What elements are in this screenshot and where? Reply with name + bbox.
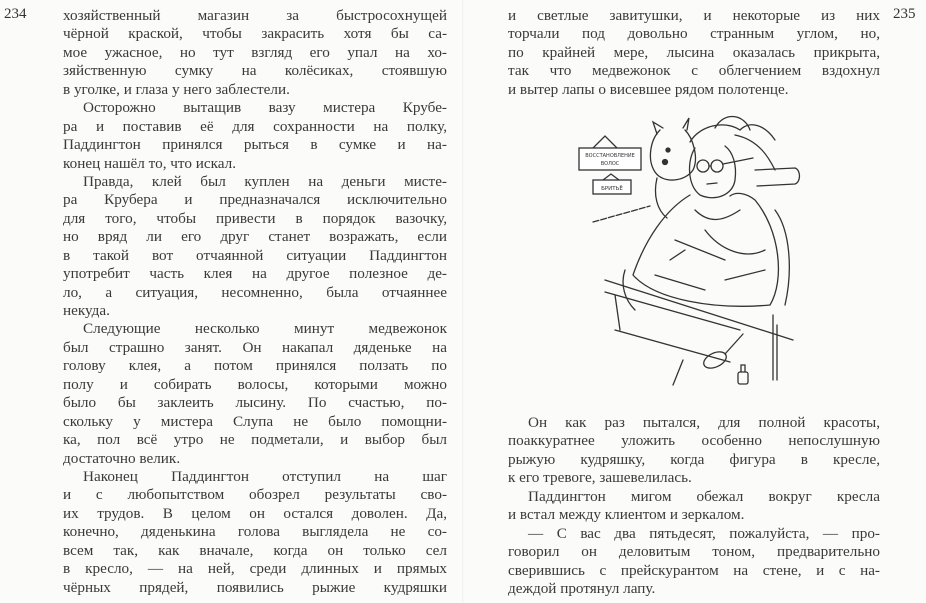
paragraph — [63, 320, 447, 468]
paragraph — [508, 7, 880, 99]
mirror-shelf — [605, 280, 793, 385]
text-line: Следующие несколько минут медвежонок — [83, 320, 447, 338]
tonic-bottle — [738, 365, 748, 384]
svg-text:ВОССТАНОВЛЕНИЕ: ВОССТАНОВЛЕНИЕ — [585, 153, 635, 159]
text-line: так что медвежонок с облегчением вздохнул — [508, 62, 880, 80]
text-line: Правда, клей был куплен на деньги мисте- — [83, 172, 447, 190]
text-line: — С вас два пятьдесят, пожалуйста, — про- — [528, 524, 880, 542]
sign-hair-restoration — [579, 136, 641, 170]
text-line: торчали под довольно странным углом, но, — [508, 25, 880, 43]
right-page-text-bottom — [508, 414, 880, 598]
text-line: ка, пол всё утро не подметали, и выбор был — [63, 431, 447, 449]
text-line: некуда. — [63, 302, 110, 319]
text-line: мое ужасное, но тут взгляд его упал на хо- — [63, 43, 447, 61]
text-line: сверившись с прейскурантом на стене, и с на- — [508, 561, 880, 579]
barber-cape — [633, 193, 778, 306]
book-gutter — [462, 0, 464, 603]
page-number-left: 234 — [4, 6, 27, 22]
text-line: конечно, дяденькина голова выглядела не со- — [63, 523, 447, 541]
text-line: и с любопытством обозрел результаты сво- — [63, 486, 447, 504]
text-line: поаккуратнее уложить особенно непослушную — [508, 432, 880, 450]
hair-brush — [701, 334, 743, 371]
text-line: всем так, как вначале, когда он только сел — [63, 541, 447, 559]
paragraph — [508, 414, 880, 488]
text-line: Наконец Паддингтон отступил на шаг — [83, 467, 447, 485]
paragraph — [63, 99, 447, 173]
paragraph — [63, 7, 447, 99]
text-line: было бы заклеить лысину. По счастью, по- — [63, 394, 447, 412]
text-line: голову клея, а потом принялся ползать по — [63, 357, 447, 375]
text-line: был страшно занят. Он накапал дяденьке на — [63, 338, 447, 356]
page-number-right: 235 — [893, 6, 916, 22]
svg-text:ВОЛОС: ВОЛОС — [600, 161, 620, 167]
text-line: ра Крубера и предназначался исключительно — [63, 191, 447, 209]
text-line: Он как раз пытался, для полной красоты, — [528, 414, 880, 431]
left-page-text — [63, 7, 447, 597]
paddington-bear — [650, 118, 695, 218]
paragraph — [508, 525, 880, 599]
text-line: и вытер лапы о висевшее рядом полотенце. — [508, 80, 789, 98]
sign-shaving — [593, 174, 631, 194]
text-line: Осторожно вытащив вазу мистера Крубе- — [83, 99, 447, 117]
text-line: Паддингтон мигом обежал вокруг кресла — [528, 487, 880, 505]
text-line: употребит часть клея на другое полезное де- — [63, 265, 447, 283]
text-line: скольку у мистера Слупа не было помощни- — [63, 412, 447, 430]
text-line: но вряд ли его друг станет возражать, если — [63, 228, 447, 246]
text-line: для того, чтобы привести в порядок вазочку, — [63, 209, 447, 227]
text-line: в кресло, — на ней, среди длинных и прямых — [63, 560, 447, 578]
text-line: ра и поставив её для сохранности на полку, — [63, 117, 447, 135]
text-line: и светлые завитушки, и некоторые из них — [508, 7, 880, 24]
comb — [773, 315, 777, 380]
text-line: достаточно велик. — [63, 449, 181, 467]
text-line: деждой протянул лапу. — [508, 579, 656, 597]
text-line: в уголке, и глаза у него заблестели. — [63, 80, 290, 98]
text-line: зяйственную сумку на колёсиках, стоявшую — [63, 62, 447, 80]
text-line: хозяйственный магазин за быстросохнущей — [63, 7, 447, 24]
text-line: ло, а ситуация, несомненно, была отчаяннее — [63, 283, 447, 301]
paragraph — [63, 468, 447, 597]
text-line: по крайней мере, лысина оказалась прикрыта, — [508, 43, 880, 61]
paragraph — [508, 488, 880, 525]
text-line: конец нашёл то, что искал. — [63, 154, 237, 172]
paragraph — [63, 173, 447, 321]
text-line: их трудов. В целом он остался доволен. Да, — [63, 504, 447, 522]
text-line: чёрных прядей, появились рыжие кудряшки — [63, 578, 447, 596]
text-line: полу и собирать волосы, которыми можно — [63, 375, 447, 393]
text-line: Паддингтон принялся рыться в сумке и на- — [63, 136, 447, 154]
right-page-text-top — [508, 7, 880, 99]
text-line: чёрной краской, чтобы закрасить хотя бы са- — [63, 25, 447, 43]
text-line: говорил он деловитым тоном, предварительно — [508, 543, 880, 561]
text-line: к его тревоге, зашевелилась. — [508, 469, 692, 487]
barber-illustration — [575, 100, 815, 400]
svg-text:БРИТЬЁ: БРИТЬЁ — [601, 186, 623, 192]
text-line: и встал между клиентом и зеркалом. — [508, 506, 745, 524]
text-line: рыжую кудряшку, когда фигура в кресле, — [508, 450, 880, 468]
text-line: в такой вот отчаянной ситуации Паддингтон — [63, 246, 447, 264]
